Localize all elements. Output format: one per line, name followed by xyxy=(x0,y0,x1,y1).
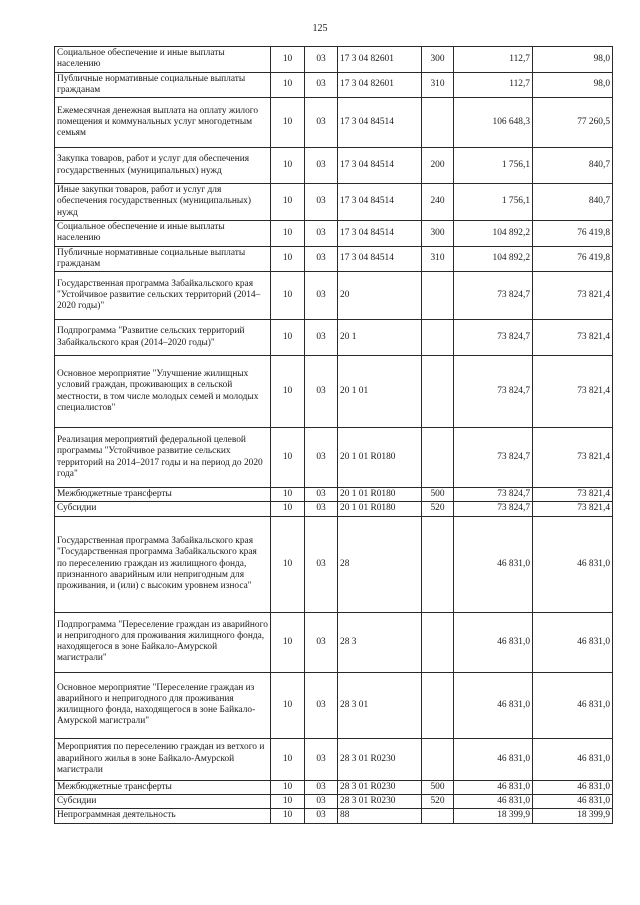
subsection-code-cell: 03 xyxy=(305,220,338,246)
target-article-cell: 17 3 04 82601 xyxy=(338,72,422,98)
expense-type-cell: 300 xyxy=(422,47,454,73)
executed-amount-cell: 73 821,4 xyxy=(533,428,613,488)
row-name-cell: Субсидии xyxy=(55,502,271,516)
section-code-cell: 10 xyxy=(271,612,305,672)
planned-amount-cell: 73 824,7 xyxy=(454,320,533,356)
section-code-cell: 10 xyxy=(271,356,305,428)
target-article-cell: 17 3 04 84514 xyxy=(338,184,422,221)
planned-amount-cell: 18 399,9 xyxy=(454,809,533,823)
section-code-cell: 10 xyxy=(271,320,305,356)
expense-type-cell xyxy=(422,809,454,823)
section-code-cell: 10 xyxy=(271,220,305,246)
expense-type-cell: 500 xyxy=(422,780,454,794)
row-name-cell: Государственная программа Забайкальского края "Устойчивое развитие сельских территорий (2014–2020 годы)" xyxy=(55,272,271,320)
target-article-cell: 28 3 01 R0230 xyxy=(338,738,422,780)
planned-amount-cell: 46 831,0 xyxy=(454,738,533,780)
row-name-cell: Социальное обеспечение и иные выплаты населению xyxy=(55,47,271,73)
expense-type-cell: 500 xyxy=(422,488,454,502)
executed-amount-cell: 18 399,9 xyxy=(533,809,613,823)
row-name-cell: Непрограммная деятельность xyxy=(55,809,271,823)
row-name-cell: Иные закупки товаров, работ и услуг для обеспечения государственных (муниципальных) нужд xyxy=(55,184,271,221)
expense-type-cell: 300 xyxy=(422,220,454,246)
executed-amount-cell: 840,7 xyxy=(533,184,613,221)
subsection-code-cell: 03 xyxy=(305,356,338,428)
planned-amount-cell: 104 892,2 xyxy=(454,220,533,246)
table-row xyxy=(55,738,613,780)
row-name-cell: Подпрограмма "Переселение граждан из аварийного и непригодного для проживания жилищного фонда, находящегося в зоне Байкало-Амурской магистрали" xyxy=(55,612,271,672)
section-code-cell: 10 xyxy=(271,738,305,780)
planned-amount-cell: 1 756,1 xyxy=(454,184,533,221)
table-row xyxy=(55,428,613,488)
expense-type-cell: 310 xyxy=(422,72,454,98)
subsection-code-cell: 03 xyxy=(305,488,338,502)
subsection-code-cell: 03 xyxy=(305,809,338,823)
subsection-code-cell: 03 xyxy=(305,516,338,612)
section-code-cell: 10 xyxy=(271,809,305,823)
row-name-cell: Основное мероприятие "Переселение граждан из аварийного и непригодного для проживания жилищного фонда, находящегося в зоне Байкало-Амурской магистрали" xyxy=(55,672,271,738)
subsection-code-cell: 03 xyxy=(305,612,338,672)
executed-amount-cell: 46 831,0 xyxy=(533,612,613,672)
expense-type-cell xyxy=(422,738,454,780)
table-row xyxy=(55,72,613,98)
section-code-cell: 10 xyxy=(271,428,305,488)
section-code-cell: 10 xyxy=(271,488,305,502)
section-code-cell: 10 xyxy=(271,502,305,516)
target-article-cell: 17 3 04 84514 xyxy=(338,246,422,272)
section-code-cell: 10 xyxy=(271,98,305,148)
subsection-code-cell: 03 xyxy=(305,738,338,780)
executed-amount-cell: 46 831,0 xyxy=(533,780,613,794)
target-article-cell: 28 3 01 R0230 xyxy=(338,780,422,794)
table-row xyxy=(55,356,613,428)
executed-amount-cell: 98,0 xyxy=(533,47,613,73)
target-article-cell: 17 3 04 84514 xyxy=(338,148,422,184)
planned-amount-cell: 46 831,0 xyxy=(454,612,533,672)
section-code-cell: 10 xyxy=(271,47,305,73)
planned-amount-cell: 112,7 xyxy=(454,72,533,98)
table-row xyxy=(55,184,613,221)
planned-amount-cell: 106 648,3 xyxy=(454,98,533,148)
table-row xyxy=(55,47,613,73)
expense-type-cell xyxy=(422,672,454,738)
table-row xyxy=(55,220,613,246)
executed-amount-cell: 76 419,8 xyxy=(533,220,613,246)
subsection-code-cell: 03 xyxy=(305,502,338,516)
page-number: 125 xyxy=(312,23,328,34)
row-name-cell: Реализация мероприятий федеральной целевой программы "Устойчивое развитие сельских территорий на 2014–2017 годы и на период до 2020 года" xyxy=(55,428,271,488)
section-code-cell: 10 xyxy=(271,246,305,272)
section-code-cell: 10 xyxy=(271,148,305,184)
table-row xyxy=(55,809,613,823)
expense-type-cell: 520 xyxy=(422,794,454,808)
expense-type-cell: 520 xyxy=(422,502,454,516)
subsection-code-cell: 03 xyxy=(305,148,338,184)
target-article-cell: 17 3 04 84514 xyxy=(338,220,422,246)
target-article-cell: 28 3 01 xyxy=(338,672,422,738)
planned-amount-cell: 46 831,0 xyxy=(454,672,533,738)
executed-amount-cell: 46 831,0 xyxy=(533,794,613,808)
table-row xyxy=(55,612,613,672)
target-article-cell: 20 1 01 R0180 xyxy=(338,428,422,488)
subsection-code-cell: 03 xyxy=(305,72,338,98)
planned-amount-cell: 46 831,0 xyxy=(454,516,533,612)
table-row xyxy=(55,502,613,516)
table-row xyxy=(55,148,613,184)
section-code-cell: 10 xyxy=(271,516,305,612)
planned-amount-cell: 73 824,7 xyxy=(454,356,533,428)
row-name-cell: Публичные нормативные социальные выплаты гражданам xyxy=(55,72,271,98)
row-name-cell: Мероприятия по переселению граждан из ветхого и аварийного жилья в зоне Байкало-Амурской магистрали xyxy=(55,738,271,780)
executed-amount-cell: 73 821,4 xyxy=(533,320,613,356)
section-code-cell: 10 xyxy=(271,72,305,98)
executed-amount-cell: 46 831,0 xyxy=(533,516,613,612)
target-article-cell: 20 1 xyxy=(338,320,422,356)
row-name-cell: Подпрограмма "Развитие сельских территорий Забайкальского края (2014–2020 годы)" xyxy=(55,320,271,356)
row-name-cell: Межбюджетные трансферты xyxy=(55,780,271,794)
expense-type-cell xyxy=(422,98,454,148)
expense-type-cell xyxy=(422,320,454,356)
table-row xyxy=(55,488,613,502)
expense-type-cell: 310 xyxy=(422,246,454,272)
table-row xyxy=(55,246,613,272)
table-row xyxy=(55,794,613,808)
row-name-cell: Основное мероприятие "Улучшение жилищных условий граждан, проживающих в сельской местности, в том числе молодых семей и молодых специалистов" xyxy=(55,356,271,428)
target-article-cell: 28 xyxy=(338,516,422,612)
executed-amount-cell: 73 821,4 xyxy=(533,272,613,320)
expense-type-cell xyxy=(422,356,454,428)
section-code-cell: 10 xyxy=(271,672,305,738)
expense-type-cell xyxy=(422,612,454,672)
planned-amount-cell: 73 824,7 xyxy=(454,428,533,488)
planned-amount-cell: 46 831,0 xyxy=(454,780,533,794)
executed-amount-cell: 76 419,8 xyxy=(533,246,613,272)
planned-amount-cell: 73 824,7 xyxy=(454,272,533,320)
row-name-cell: Закупка товаров, работ и услуг для обеспечения государственных (муниципальных) нужд xyxy=(55,148,271,184)
subsection-code-cell: 03 xyxy=(305,428,338,488)
section-code-cell: 10 xyxy=(271,272,305,320)
table-row xyxy=(55,516,613,612)
row-name-cell: Межбюджетные трансферты xyxy=(55,488,271,502)
executed-amount-cell: 73 821,4 xyxy=(533,488,613,502)
executed-amount-cell: 46 831,0 xyxy=(533,738,613,780)
target-article-cell: 28 3 xyxy=(338,612,422,672)
executed-amount-cell: 46 831,0 xyxy=(533,672,613,738)
subsection-code-cell: 03 xyxy=(305,47,338,73)
executed-amount-cell: 73 821,4 xyxy=(533,502,613,516)
section-code-cell: 10 xyxy=(271,780,305,794)
target-article-cell: 20 xyxy=(338,272,422,320)
subsection-code-cell: 03 xyxy=(305,794,338,808)
subsection-code-cell: 03 xyxy=(305,246,338,272)
target-article-cell: 88 xyxy=(338,809,422,823)
subsection-code-cell: 03 xyxy=(305,98,338,148)
subsection-code-cell: 03 xyxy=(305,272,338,320)
planned-amount-cell: 46 831,0 xyxy=(454,794,533,808)
planned-amount-cell: 73 824,7 xyxy=(454,502,533,516)
target-article-cell: 20 1 01 R0180 xyxy=(338,488,422,502)
executed-amount-cell: 840,7 xyxy=(533,148,613,184)
subsection-code-cell: 03 xyxy=(305,320,338,356)
section-code-cell: 10 xyxy=(271,184,305,221)
planned-amount-cell: 112,7 xyxy=(454,47,533,73)
target-article-cell: 20 1 01 xyxy=(338,356,422,428)
executed-amount-cell: 98,0 xyxy=(533,72,613,98)
expense-type-cell xyxy=(422,516,454,612)
executed-amount-cell: 73 821,4 xyxy=(533,356,613,428)
planned-amount-cell: 104 892,2 xyxy=(454,246,533,272)
target-article-cell: 17 3 04 84514 xyxy=(338,98,422,148)
table-row xyxy=(55,672,613,738)
expense-type-cell xyxy=(422,272,454,320)
target-article-cell: 20 1 01 R0180 xyxy=(338,502,422,516)
table-row xyxy=(55,98,613,148)
subsection-code-cell: 03 xyxy=(305,780,338,794)
row-name-cell: Ежемесячная денежная выплата на оплату жилого помещения и коммунальных услуг многодетным семьям xyxy=(55,98,271,148)
row-name-cell: Социальное обеспечение и иные выплаты населению xyxy=(55,220,271,246)
target-article-cell: 17 3 04 82601 xyxy=(338,47,422,73)
table-row xyxy=(55,272,613,320)
table-row xyxy=(55,780,613,794)
row-name-cell: Государственная программа Забайкальского края "Государственная программа Забайкальского края по переселению граждан из жилищного фонда, признанного аварийным или непригодным для проживания, и (или) с высоким уровнем износа" xyxy=(55,516,271,612)
target-article-cell: 28 3 01 R0230 xyxy=(338,794,422,808)
expense-type-cell xyxy=(422,428,454,488)
expense-type-cell: 240 xyxy=(422,184,454,221)
row-name-cell: Субсидии xyxy=(55,794,271,808)
table-row xyxy=(55,320,613,356)
planned-amount-cell: 73 824,7 xyxy=(454,488,533,502)
subsection-code-cell: 03 xyxy=(305,184,338,221)
expense-type-cell: 200 xyxy=(422,148,454,184)
subsection-code-cell: 03 xyxy=(305,672,338,738)
row-name-cell: Публичные нормативные социальные выплаты гражданам xyxy=(55,246,271,272)
budget-table xyxy=(54,46,613,824)
section-code-cell: 10 xyxy=(271,794,305,808)
planned-amount-cell: 1 756,1 xyxy=(454,148,533,184)
executed-amount-cell: 77 260,5 xyxy=(533,98,613,148)
